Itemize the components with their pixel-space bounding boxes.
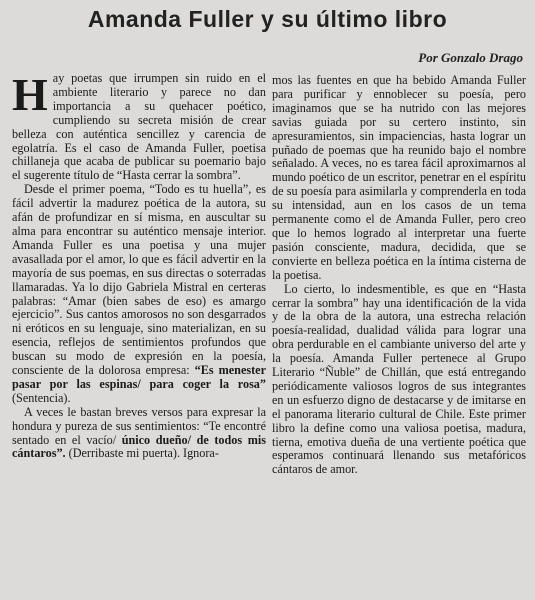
paragraph-2-quote: “Es menester pasar por las espinas/ para coger la rosa” [12,363,266,391]
paragraph-1 [12,69,266,183]
article-byline: Por Gonzalo Drago [418,50,523,65]
paragraph-3 [12,406,266,462]
paragraph-5: Lo cierto, lo indesmentible, es que en “Hasta cerrar la sombra” hay una identificación de la vida y de la obra de la autora, una estrecha relación poesía-realidad, dualidad válida para lograr una obra perdurable en el cambiante universo del arte y la poesía. Amanda Fuller pertenece al Grupo Literario “Ñuble” de Chillán, que está entregando periódicamente valiosos logros de sus integrantes en un esfuerzo digno de destacarse y de imitarse en el panorama literario cultural de Chile. Este primer libro la define como una valiosa poetisa, madura, tierna, emotiva dueña de una vertiente poética que esperamos continuará llenando sus metafóricos cántaros de amor. [272,281,526,477]
paragraph-3-text: A veces le bastan breves versos para expresar la hondura y pureza de sus sentimientos: “Te encontré sentado en el vacío/ [12,404,266,447]
paragraph-4: mos las fuentes en que ha bebido Amanda Fuller para purificar y ennoblecer su poesía, pero imaginamos que se ha nutrido con las mejores savias guiada por su certero instinto, sin apresuramientos, sin impaciencias, hasta lograr un puñado de poemas que ha reunido bajo el nombre señalado. A veces, no es tarea fácil aproximarnos al mundo poético de un escritor, penetrar en el espíritu de su poesía para asimilarla y comprenderla en toda su intensidad, aun en los casos de un tema permanente como el de Amanda Fuller, pero creo que lo hemos logrado al interpretar una fuerte pasión consciente, madura, decidida, que se convierte en belleza poética en la íntima cisterna de la poetisa. [272,73,526,282]
paragraph-3-end: (Derribaste mi puerta). Ignora- [65,446,219,461]
paragraph-2 [12,183,266,406]
right-column [272,74,526,477]
article-title: Amanda Fuller y su último libro [87,6,448,32]
paragraph-2-end: (Sentencia). [12,390,71,405]
left-column [12,69,267,461]
paragraph-1-text: ay poetas que irrumpen sin ruido en el ambiente literario y parece no dan importancia a su quehacer poético, cumpliendo su secreta misión de crear belleza con auténtica sencillez y carencia de egolatría. Es el caso de Amanda Fuller, poetisa chillaneja que acaba de publicar su poemario bajo el sugerente título de “Hasta cerrar la sombra”. [12,71,266,183]
drop-cap: H [12,69,48,120]
paragraph-2-text: Desde el primer poema, “Todo es tu huella”, es fácil advertir la madurez poética de la autora, su afán de profundizar en sí misma, en auscultar su alma para encontrar su auténtico mensaje interior. Amanda Fuller es una poetisa y una mujer avasallada por el amor, lo que es fácil advertir en la mayoría de sus poemas, en sus directas o soterradas llamaradas. Ya lo dijo Gabriela Mistral en certeras palabras: “Amar (bien sabes de eso) es amargo ejercicio”. Sus cantos amorosos no son desgarrados ni eróticos en su lenguaje, sino materializan, en su esencia, reflejos de sentimientos profundos que buscan su modo de expresión en la poesía, consciente de la dolorosa empresa: [12,182,266,378]
paragraph-3-quote: único dueño/ de todos mis cántaros”. [12,432,267,461]
